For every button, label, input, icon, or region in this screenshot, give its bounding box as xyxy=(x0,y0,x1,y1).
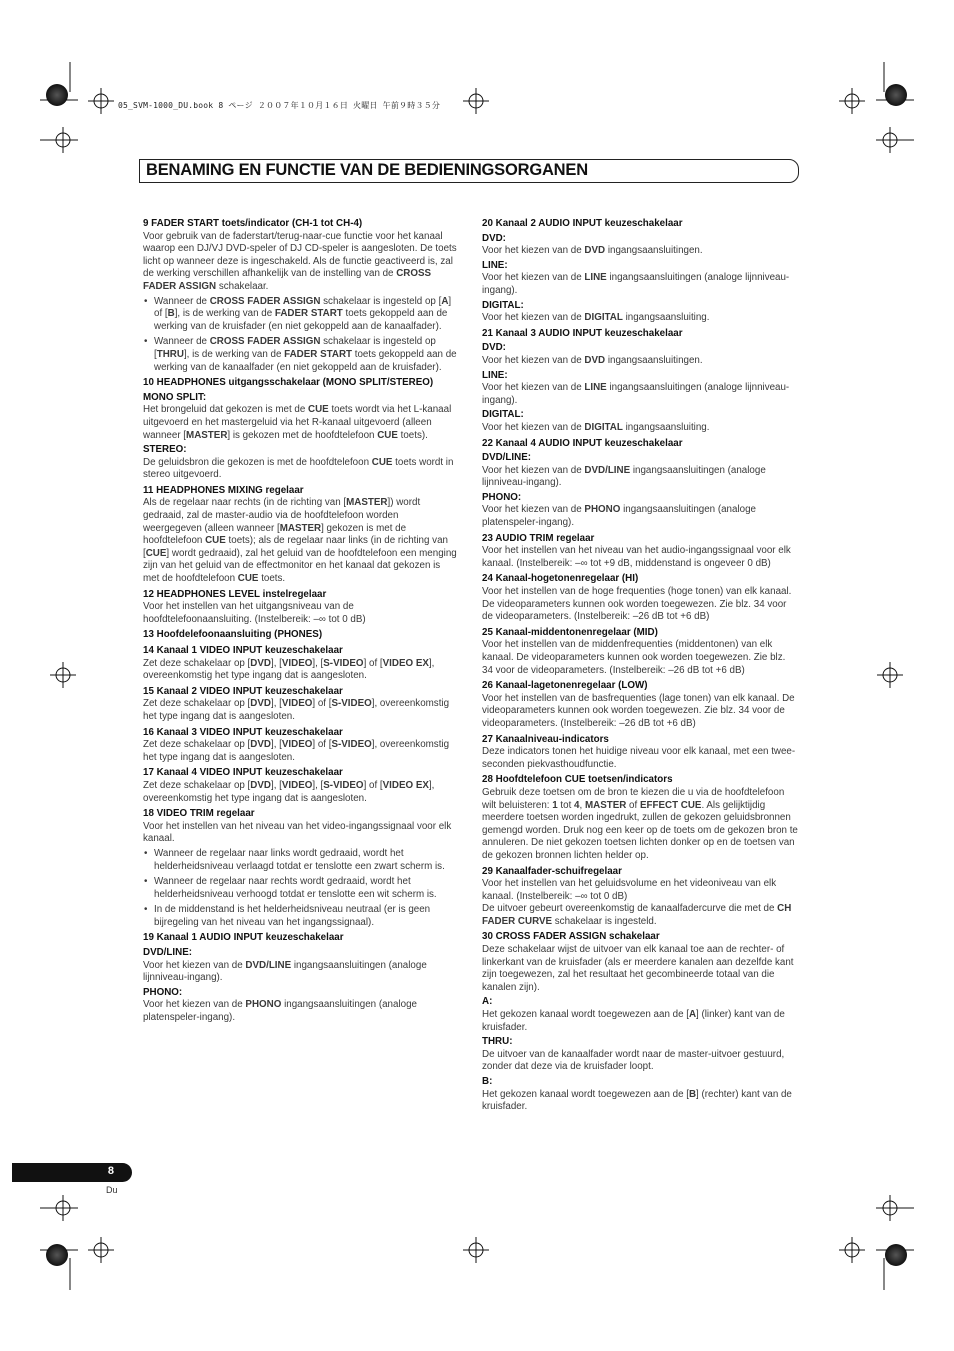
paragraph: Deze indicators tonen het huidige niveau voor elk kanaal, met een twee-seconden piekvasthoudfunctie. xyxy=(482,746,796,770)
option-label: B: xyxy=(482,1076,493,1087)
page-number: 8 xyxy=(107,1165,114,1177)
section-heading: 9 FADER START toets/indicator (CH-1 tot CH-4) xyxy=(143,218,363,229)
section-heading: 18 VIDEO TRIM regelaar xyxy=(143,808,255,820)
section-heading: 30 CROSS FADER ASSIGN schakelaar xyxy=(482,931,660,943)
option-label: DVD/LINE: xyxy=(482,452,531,464)
paragraph: De geluidsbron die gekozen is met de hoofdtelefoon CUE toets wordt in stereo uitgevoerd. xyxy=(143,456,454,481)
section-heading: 13 Hoofdelefoonaansluiting (PHONES) xyxy=(143,629,323,641)
option-label: MONO SPLIT: xyxy=(143,391,207,403)
section-heading: 29 Kanaalfader-schuifregelaar xyxy=(482,865,622,877)
paragraph: Zet deze schakelaar op [DVD], [VIDEO], [S-VIDEO] of [VIDEO EX], overeenkomstig het type ingang dat is aangesloten. xyxy=(143,779,435,804)
option-label: DVD: xyxy=(482,232,506,244)
option-label: LINE: xyxy=(482,259,508,271)
bullet-item: • Wanneer de regelaar naar links wordt gedraaid, wordt het helderheidsniveau verlaagd totdat er tenslotte een zwart scherm is. xyxy=(143,848,459,873)
paragraph: Voor het instellen van het uitgangsniveau van de hoofdtelefoonaansluiting. (Instelbereik: –∞ tot 0 dB) xyxy=(143,601,366,625)
paragraph: Voor het kiezen van de DIGITAL ingangsaansluiting. xyxy=(482,312,710,324)
option-label: DVD/LINE: xyxy=(143,947,192,959)
option-label: PHONO: xyxy=(143,986,183,998)
paragraph: Voor het kiezen van de DVD ingangsaansluitingen. xyxy=(482,354,703,366)
paragraph: De uitvoer van de kanaalfader wordt naar de master-uitvoer gestuurd, zonder dat deze via de kruisfader loopt. xyxy=(482,1048,785,1073)
section-heading: 16 Kanaal 3 VIDEO INPUT keuzeschakelaar xyxy=(143,726,343,738)
section-heading: 20 Kanaal 2 AUDIO INPUT keuzeschakelaar xyxy=(482,218,683,229)
option-label: DVD: xyxy=(482,342,506,354)
section-heading: 14 Kanaal 1 VIDEO INPUT keuzeschakelaar xyxy=(143,645,343,656)
paragraph: Voor het kiezen van de DVD/LINE ingangsaansluitingen (analoge lijnniveau-ingang). xyxy=(482,464,766,489)
bullet-item: • In de middenstand is het helderheidsniveau neutraal (er is geen bijregeling van het niveau van het ingangssignaal). xyxy=(143,904,459,929)
option-label: PHONO: xyxy=(482,491,522,503)
section-heading: 27 Kanaalniveau-indicators xyxy=(482,733,609,745)
section-heading: 28 Hoofdtelefoon CUE toetsen/indicators xyxy=(482,774,673,786)
section-heading: 21 Kanaal 3 AUDIO INPUT keuzeschakelaar xyxy=(482,327,683,339)
paragraph: Voor het instellen van de middenfrequenties (middentonen) van elk kanaal. De videoparameters kunnen ook worden toegewezen. Zie blz. 34 voor de videoparameters. (Instelbereik: –26 dB tot +6 dB) xyxy=(482,639,786,676)
option-label: STEREO: xyxy=(143,444,187,456)
paragraph: Voor gebruik van de faderstart/terug-naar-cue functie voor het kanaal waarop een DJ/VJ DVD-speler of DJ CD-speler is aangesloten. De toets licht op wanneer deze is ingeschakeld. Als de functie geactiveerd is, zal de werking verschillen afhankelijk van de instelling van de CROSS FADER ASSIGN schakelaar. xyxy=(143,230,457,292)
paragraph: Het brongeluid dat gekozen is met de CUE toets wordt via het L-kanaal uitgevoerd en het mastergeluid via het R-kanaal uitgevoerd (alleen wanneer [MASTER] is gekozen met de hoofdtelefoon CUE toets). xyxy=(143,404,452,441)
right-text-column xyxy=(482,218,798,1114)
paragraph: Voor het instellen van het geluidsvolume en het videoniveau van elk kanaal. (Instelbereik: –∞ tot 0 dB) De uitvoer gebeurt overeenkomstig de kanaalfadercurve die met de CH FADER CURVE schakelaar is ingesteld. xyxy=(482,878,792,927)
paragraph: Voor het kiezen van de DVD/LINE ingangsaansluitingen (analoge lijnniveau-ingang). xyxy=(143,959,427,984)
file-meta-line: 05_SVM-1000_DU.book 8 ページ ２００７年１０月１６日 火曜日 午前９時３５分 xyxy=(118,101,441,110)
paragraph: Voor het instellen van het niveau van het video-ingangssignaal voor elk kanaal. xyxy=(143,820,452,845)
paragraph: Deze schakelaar wijst de uitvoer van elk kanaal toe aan de rechter- of linkerkant van de kruisfader (als er meerdere kanalen aan dezelfde kant zijn toegewezen, zal het resultaat het gecombineerde totaal van die kanalen zijn). xyxy=(482,944,794,993)
paragraph: Gebruik deze toetsen om de bron te kiezen die u via de hoofdtelefoon wilt beluisteren: 1 tot 4, MASTER of EFFECT CUE. Als gelijktijdig meerdere toetsen worden ingedrukt, zullen de gekozen geluidsbronnen gemengd worden. Druk nog een keer op de toets om de gekozen bron te annuleren. De niet gekozen toetsen lichten donker op en de toetsen van de gekozen bronnen lichten helder op. xyxy=(482,786,798,861)
bullet-list xyxy=(143,296,459,375)
paragraph: Zet deze schakelaar op [DVD], [VIDEO] of [S-VIDEO], overeenkomstig het type ingang dat is aangesloten. xyxy=(143,739,450,763)
bullet-item: • Wanneer de CROSS FADER ASSIGN schakelaar is ingesteld op [A] of [B], is de werking van de FADER START toets gekoppeld aan de werking van de kruisfader (en niet gekoppeld aan de kanaalfader). xyxy=(143,296,459,334)
paragraph: Voor het kiezen van de LINE ingangsaansluitingen (analoge lijnniveau-ingang). xyxy=(482,382,790,406)
paragraph: Zet deze schakelaar op [DVD], [VIDEO], [S-VIDEO] of [VIDEO EX], overeenkomstig het type ingang dat is aangesloten. xyxy=(143,657,435,682)
section-heading: 25 Kanaal-middentonenregelaar (MID) xyxy=(482,626,658,638)
bullet-item: • Wanneer de CROSS FADER ASSIGN schakelaar is ingesteld op [THRU], is de werking van de FADER START toets gekoppeld aan de werking van de kanaalfader (en niet gekoppeld aan de kruisfader). xyxy=(143,336,459,374)
section-heading: 22 Kanaal 4 AUDIO INPUT keuzeschakelaar xyxy=(482,437,683,449)
paragraph: Het gekozen kanaal wordt toegewezen aan de [A] (linker) kant van de kruisfader. xyxy=(482,1009,785,1033)
paragraph: Het gekozen kanaal wordt toegewezen aan de [B] (rechter) kant van de kruisfader. xyxy=(482,1088,792,1113)
paragraph: Als de regelaar naar rechts (in de richting van [MASTER]) wordt gedraaid, zal de master-audio via de hoofdtelefoon worden weergegeven (alleen wanneer [MASTER] gekozen is met de hoofdtelefoon CUE toets); als de regelaar naar links (in de richting van [CUE] wordt gedraaid), zal het geluid van de hoofdtelefoon een menging zijn van het geluid van de effectmonitor en het kanaal dat gekozen is met de hoofdtelefoon CUE toets. xyxy=(143,497,457,585)
paragraph: Voor het kiezen van de DIGITAL ingangsaansluiting. xyxy=(482,421,710,433)
page-title-box xyxy=(139,159,799,183)
section-heading: 26 Kanaal-lagetonenregelaar (LOW) xyxy=(482,680,648,692)
option-label: DIGITAL: xyxy=(482,299,524,311)
page-number-tab xyxy=(12,1163,132,1182)
paragraph: Voor het kiezen van de DVD ingangsaansluitingen. xyxy=(482,245,703,257)
paragraph: Voor het kiezen van de PHONO ingangsaansluitingen (analoge platenspeler-ingang). xyxy=(482,504,756,529)
section-heading: 19 Kanaal 1 AUDIO INPUT keuzeschakelaar xyxy=(143,932,344,944)
section-heading: 23 AUDIO TRIM regelaar xyxy=(482,532,595,544)
paragraph: Voor het instellen van het niveau van het audio-ingangssignaal voor elk kanaal. (Instelbereik: –∞ tot +9 dB, middenstand is ongeveer 0 dB) xyxy=(482,545,791,569)
paragraph: Voor het instellen van de basfrequenties (lage tonen) van elk kanaal. De videoparameters kunnen ook worden toegewezen. Zie blz. 34 voor de videoparameters. (Instelbereik: –26 dB tot +6 dB) xyxy=(482,692,795,729)
paragraph: Voor het kiezen van de PHONO ingangsaansluitingen (analoge platenspeler-ingang). xyxy=(143,999,417,1024)
option-label: A: xyxy=(482,996,493,1008)
option-label: THRU: xyxy=(482,1036,513,1048)
bullet-list xyxy=(143,848,459,930)
paragraph: Voor het instellen van de hoge frequenties (hoge tonen) van elk kanaal. De videoparameters kunnen ook worden toegewezen. Zie blz. 34 voor de videoparameters. (Instelbereik: –26 dB tot +6 dB) xyxy=(482,586,792,623)
left-text-column xyxy=(143,218,459,1025)
language-code: Du xyxy=(106,1185,118,1195)
paragraph: Zet deze schakelaar op [DVD], [VIDEO] of [S-VIDEO], overeenkomstig het type ingang dat is aangesloten. xyxy=(143,698,450,722)
section-heading: 10 HEADPHONES uitgangsschakelaar (MONO SPLIT/STEREO) xyxy=(143,377,434,389)
bullet-item: • Wanneer de regelaar naar rechts wordt gedraaid, wordt het helderheidsniveau verhoogd totdat er tenslotte een wit scherm is. xyxy=(143,876,459,901)
option-label: DIGITAL: xyxy=(482,409,524,421)
section-heading: 12 HEADPHONES LEVEL instelregelaar xyxy=(143,588,327,600)
paragraph: Voor het kiezen van de LINE ingangsaansluitingen (analoge lijnniveau-ingang). xyxy=(482,272,790,296)
section-heading: 17 Kanaal 4 VIDEO INPUT keuzeschakelaar xyxy=(143,767,343,779)
section-heading: 15 Kanaal 2 VIDEO INPUT keuzeschakelaar xyxy=(143,685,343,697)
section-heading: 24 Kanaal-hogetonenregelaar (HI) xyxy=(482,573,639,585)
option-label: LINE: xyxy=(482,369,508,381)
page-title: BENAMING EN FUNCTIE VAN DE BEDIENINGSORGANEN xyxy=(146,161,588,179)
section-heading: 11 HEADPHONES MIXING regelaar xyxy=(143,484,304,496)
